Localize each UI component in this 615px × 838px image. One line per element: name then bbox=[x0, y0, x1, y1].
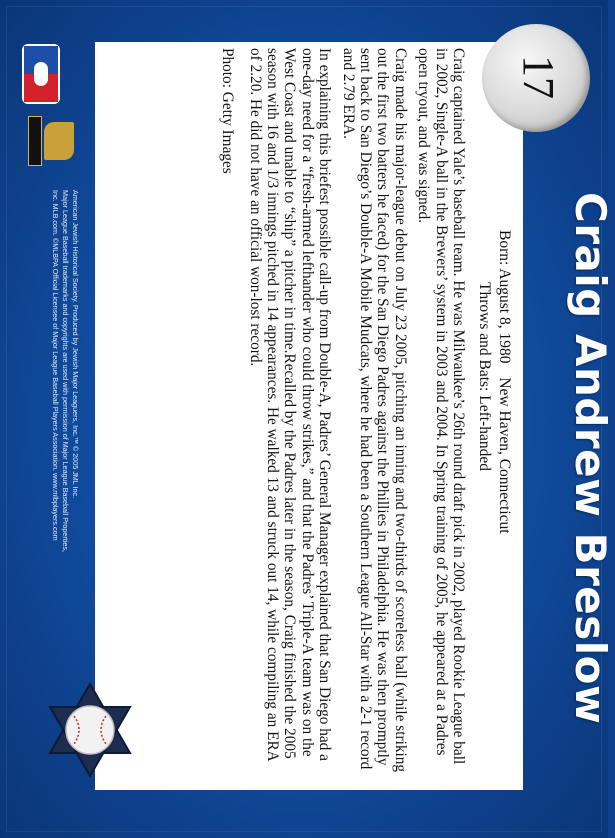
throws-bats: Throws and Bats: Left-handed bbox=[476, 282, 493, 471]
photo-credit: Photo: Getty Images bbox=[219, 48, 237, 174]
legal-line: American Jewish Historical Society. Produced by Jewish Major Leaguers, Inc.™ © 2005 JML Inc. bbox=[71, 190, 80, 499]
star-of-david-icon bbox=[40, 680, 140, 780]
player-name: Craig Andrew Breslow bbox=[566, 192, 615, 725]
bio-paragraph: Craig made his major-league debut on July 23 2005, pitching an inning and two-thirds of scoreless ball (while striking out the first two batters he faced) for the San Diego Padres against the Phillies in Philadelphia. He was then promptly sent back to San Diego’s Double-A Mobile Mudcats, where he had been a Southern League All-Star with a 2-1 record and 2.79 ERA. bbox=[339, 48, 409, 773]
star-baseball-icon bbox=[40, 680, 140, 780]
legal-line: Inc. MLB.com. ©MLBPA Official Licensee of Major League Baseball Players Association. www.mlbplayers.com bbox=[51, 190, 61, 541]
card-number: 17 bbox=[514, 55, 563, 99]
legal-line: Major League Baseball trademarks and copyrights are used with permission of Major League Baseball Properties, bbox=[61, 190, 71, 552]
born-date: Born: August 8, 1980 bbox=[496, 230, 513, 364]
bio-paragraph: Craig captained Yale’s baseball team. He was Milwaukee’s 26th round draft pick in 2002, played Rookie League ball in 2002, Single-A ball in the Brewers’ system in 2003 and 2004. In Spring training of 2005, he appeared at a Padres open tryout, and was signed. bbox=[415, 48, 467, 765]
birthplace: New Haven, Connecticut bbox=[496, 377, 513, 534]
bio-paragraph: In explaining this briefest possible call-up from Double-A, Padres’ General Manager explained that San Diego had a one-day need for a “fresh-armed lefthander who could throw strikes,” and that the Padres’ Triple-A team was on the West Coast and unable to “ship” a pitcher in time.Recalled by the Padres later in the season, Craig finished the 2005 season with 16 and 1/3 innings pitched in 14 appearances. He walked 13 and struck out 14, while compiling an ERA of 2.20. He did not have an official won-lost record. bbox=[246, 48, 334, 761]
legal-text bbox=[51, 190, 80, 690]
